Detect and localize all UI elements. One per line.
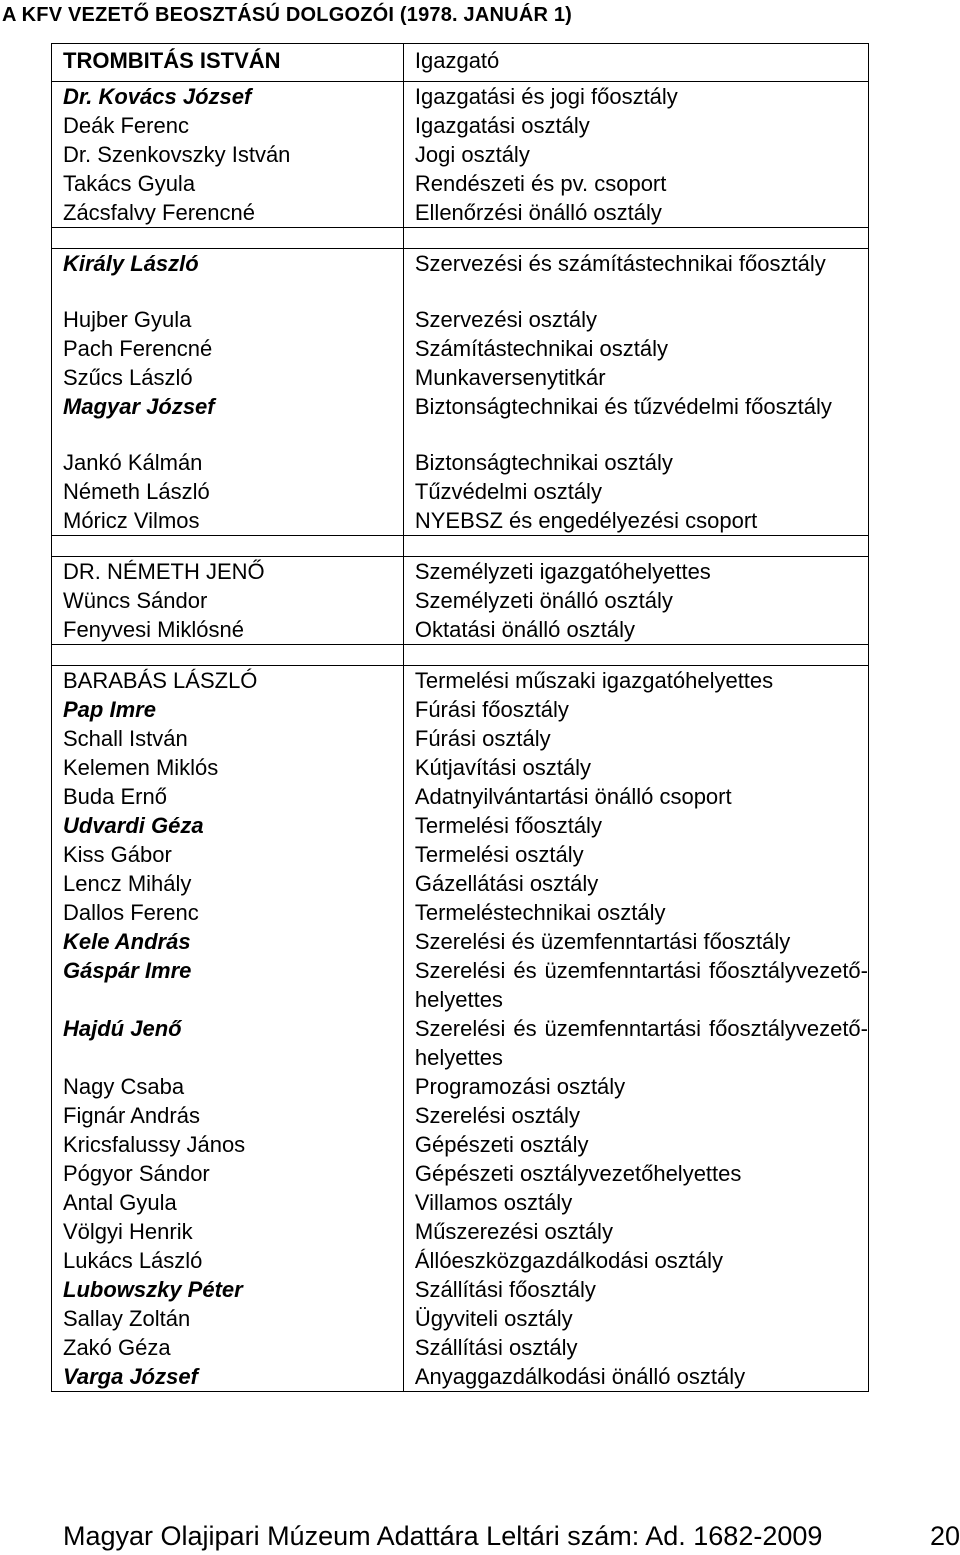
staff-name: Király László (52, 249, 404, 306)
table-row (52, 666, 869, 696)
staff-name: Dr. Szenkovszky István (52, 140, 404, 169)
staff-position: Gázellátási osztály (403, 869, 868, 898)
table-row (52, 334, 869, 363)
table-row (52, 506, 869, 536)
staff-name: Udvardi Géza (52, 811, 404, 840)
separator-cell (403, 536, 868, 557)
staff-name: Fignár András (52, 1101, 404, 1130)
staff-position: Tűzvédelmi osztály (403, 477, 868, 506)
staff-name: Kele András (52, 927, 404, 956)
staff-name: Nagy Csaba (52, 1072, 404, 1101)
table-body (52, 44, 869, 1392)
table-row (52, 198, 869, 228)
separator-cell (403, 228, 868, 249)
staff-position: Oktatási önálló osztály (403, 615, 868, 645)
table-row (52, 1362, 869, 1392)
table-row (52, 1014, 869, 1072)
staff-position: Ellenőrzési önálló osztály (403, 198, 868, 228)
table-row (52, 869, 869, 898)
staff-position: Jogi osztály (403, 140, 868, 169)
staff-position: Termelési főosztály (403, 811, 868, 840)
staff-name: Antal Gyula (52, 1188, 404, 1217)
table-row (52, 1304, 869, 1333)
table-row (52, 782, 869, 811)
table-row (52, 1130, 869, 1159)
staff-position: Állóeszközgazdálkodási osztály (403, 1246, 868, 1275)
separator-cell (52, 228, 404, 249)
staff-position: Szállítási főosztály (403, 1275, 868, 1304)
document-heading: A KFV VEZETŐ BEOSZTÁSÚ DOLGOZÓI (1978. JANUÁR 1) (2, 4, 573, 26)
staff-name: Zácsfalvy Ferencné (52, 198, 404, 228)
staff-position: Szállítási osztály (403, 1333, 868, 1362)
staff-name: Lubowszky Péter (52, 1275, 404, 1304)
staff-name: Buda Ernő (52, 782, 404, 811)
table-row (52, 448, 869, 477)
staff-name: Kiss Gábor (52, 840, 404, 869)
staff-name: Hujber Gyula (52, 305, 404, 334)
staff-name: Dr. Kovács József (52, 82, 404, 112)
staff-position: Személyzeti önálló osztály (403, 586, 868, 615)
staff-position: Kútjavítási osztály (403, 753, 868, 782)
staff-position: Szerelési és üzemfenntartási főosztályvezető-helyettes (403, 956, 868, 1014)
staff-position: Gépészeti osztály (403, 1130, 868, 1159)
group-separator-row (52, 645, 869, 666)
table-row (52, 1072, 869, 1101)
staff-name: Móricz Vilmos (52, 506, 404, 536)
group-separator-row (52, 536, 869, 557)
staff-name: Schall István (52, 724, 404, 753)
staff-position: Műszerezési osztály (403, 1217, 868, 1246)
table-row (52, 695, 869, 724)
staff-position: Szerelési és üzemfenntartási főosztály (403, 927, 868, 956)
staff-name: Sallay Zoltán (52, 1304, 404, 1333)
staff-name: Németh László (52, 477, 404, 506)
staff-name: BARABÁS LÁSZLÓ (52, 666, 404, 696)
table-row (52, 1217, 869, 1246)
table-row (52, 305, 869, 334)
staff-name: Dallos Ferenc (52, 898, 404, 927)
table-row (52, 840, 869, 869)
staff-table (51, 43, 869, 1392)
staff-position: Termeléstechnikai osztály (403, 898, 868, 927)
staff-name: Kelemen Miklós (52, 753, 404, 782)
archive-reference: Magyar Olajipari Múzeum Adattára Leltári szám: Ad. 1682-2009 (63, 1521, 823, 1551)
staff-name: Pap Imre (52, 695, 404, 724)
staff-position: Anyaggazdálkodási önálló osztály (403, 1362, 868, 1392)
staff-position: Szervezési osztály (403, 305, 868, 334)
staff-position: Ügyviteli osztály (403, 1304, 868, 1333)
table-row (52, 169, 869, 198)
staff-position: Programozási osztály (403, 1072, 868, 1101)
staff-name: Jankó Kálmán (52, 448, 404, 477)
staff-position: Szerelési és üzemfenntartási főosztályvezető- helyettes (403, 1014, 868, 1072)
staff-name: Magyar József (52, 392, 404, 448)
staff-name: Wüncs Sándor (52, 586, 404, 615)
staff-position: Biztonságtechnikai és tűzvédelmi főosztály (403, 392, 868, 448)
staff-name: Lencz Mihály (52, 869, 404, 898)
table-row (52, 111, 869, 140)
table-row (52, 363, 869, 392)
staff-name: DR. NÉMETH JENŐ (52, 557, 404, 587)
table-row (52, 140, 869, 169)
staff-name: Hajdú Jenő (52, 1014, 404, 1072)
staff-position: Szervezési és számítástechnikai főosztály (403, 249, 868, 306)
table-row (52, 615, 869, 645)
staff-position: Termelési műszaki igazgatóhelyettes (403, 666, 868, 696)
staff-position: Biztonságtechnikai osztály (403, 448, 868, 477)
table-row (52, 1333, 869, 1362)
director-position: Igazgató (403, 44, 868, 82)
staff-position: Gépészeti osztályvezetőhelyettes (403, 1159, 868, 1188)
table-row (52, 1101, 869, 1130)
staff-name: Fenyvesi Miklósné (52, 615, 404, 645)
staff-name: Kricsfalussy János (52, 1130, 404, 1159)
separator-cell (403, 645, 868, 666)
table-row (52, 1275, 869, 1304)
staff-position: Rendészeti és pv. csoport (403, 169, 868, 198)
table-row (52, 956, 869, 1014)
staff-name: Völgyi Henrik (52, 1217, 404, 1246)
staff-position: Fúrási főosztály (403, 695, 868, 724)
staff-name: Pach Ferencné (52, 334, 404, 363)
table-row (52, 82, 869, 112)
page-footer (63, 1521, 960, 1552)
staff-position: Termelési osztály (403, 840, 868, 869)
table-row (52, 724, 869, 753)
staff-position: Fúrási osztály (403, 724, 868, 753)
table-row (52, 811, 869, 840)
staff-name: Varga József (52, 1362, 404, 1392)
table-row (52, 898, 869, 927)
staff-position: Igazgatási és jogi főosztály (403, 82, 868, 112)
staff-position: Villamos osztály (403, 1188, 868, 1217)
table-row (52, 1246, 869, 1275)
staff-position: Munkaversenytitkár (403, 363, 868, 392)
staff-name: Zakó Géza (52, 1333, 404, 1362)
staff-position: Szerelési osztály (403, 1101, 868, 1130)
table-row (52, 392, 869, 448)
table-row (52, 586, 869, 615)
separator-cell (52, 645, 404, 666)
group-separator-row (52, 228, 869, 249)
staff-position: Adatnyilvántartási önálló csoport (403, 782, 868, 811)
staff-position: Személyzeti igazgatóhelyettes (403, 557, 868, 587)
table-row (52, 557, 869, 587)
table-row (52, 1188, 869, 1217)
table-row (52, 477, 869, 506)
staff-name: Pógyor Sándor (52, 1159, 404, 1188)
table-row (52, 249, 869, 306)
staff-position: Igazgatási osztály (403, 111, 868, 140)
table-row-director (52, 44, 869, 82)
staff-name: Deák Ferenc (52, 111, 404, 140)
table-row (52, 753, 869, 782)
separator-cell (52, 536, 404, 557)
staff-name: Takács Gyula (52, 169, 404, 198)
staff-name: Lukács László (52, 1246, 404, 1275)
director-name: TROMBITÁS ISTVÁN (52, 44, 404, 82)
staff-name: Gáspár Imre (52, 956, 404, 1014)
staff-name: Szűcs László (52, 363, 404, 392)
staff-position: Számítástechnikai osztály (403, 334, 868, 363)
table-row (52, 1159, 869, 1188)
staff-position: NYEBSZ és engedélyezési csoport (403, 506, 868, 536)
page-number: 20 (929, 1521, 960, 1551)
table-row (52, 927, 869, 956)
